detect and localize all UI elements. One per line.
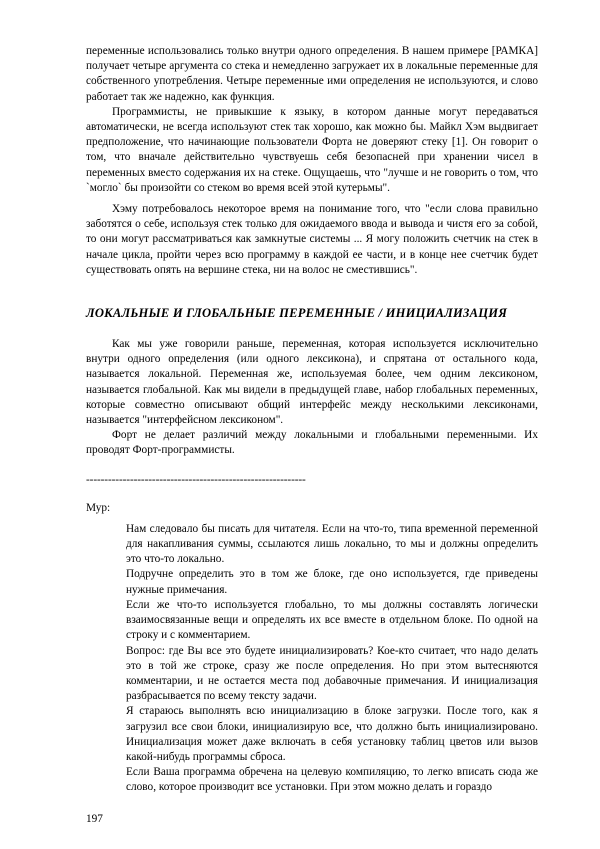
quote-paragraph-1: Нам следовало бы писать для читателя. Если на что-то, типа временной переменной для накапливания суммы, ссылаются лишь локально, то мы и должны определить это что-то локально. — [126, 522, 538, 566]
spacer — [86, 487, 538, 501]
speaker-label: Мур: — [86, 501, 111, 514]
page-number: 197 — [86, 813, 103, 825]
body-paragraph-2: Программисты, не привыкшие к языку, в котором данные могут передаваться автоматически, не всегда используют стек так хорошо, как можно бы. Майкл Хэм выдвигает предположение, что начинающие пользователи Форта не доверяют стеку [1]. Он говорит о том, что вначале действительно чувствуешь себя безопасней при хранении чисел в переменных вместо содержания их на стеке. Ощущаешь, что "лучше и не говорить о том, что `могло` бы произойти со стеком во время всей этой кутерьмы". — [86, 105, 538, 194]
horizontal-rule-dashes: ------------------------------------------------------------ — [86, 473, 306, 486]
section-paragraph-1: Как мы уже говорили раньше, переменная, которая используется исключительно внутри одного определения (или одного лексикона), и спрятана от остального кода, называется локальной. Переменная же, используемая более, чем одним лексиконом, называется глобальной. Как мы видели в предыдущей главе, набор глобальных переменных, которые совместно описывают общий интерфейс между несколькими лексиконами, называется "интерфейсном лексиконом". — [86, 338, 538, 427]
quote-paragraph-6: Если Ваша программа обречена на целевую компиляцию, то легко вписать сюда же слово, которое производит все установки. При этом можно делать и гораздо — [126, 766, 538, 794]
quote-paragraph-2: Подручне определить это в том же блоке, где оно используется, где приведены нужные примечания. — [126, 568, 538, 596]
spacer — [86, 323, 538, 337]
spacer — [86, 278, 538, 304]
quote-paragraph-5: Я стараюсь выполнять всю инициализацию в блоке загрузки. После того, как я загрузил все свои блоки, инициализирую все, что должно быть инициализировано. Инициализация может даже включать в себя установку таблиц цветов или вызов какой-нибудь программы сброса. — [126, 705, 538, 763]
body-paragraph-1: переменные использовались только внутри одного определения. В нашем примере [РАМКА] получает четыре аргумента со стека и немедленно загружает их в локальные переменные для собственного употребления. Четыре переменные ими определения не используются, и слово работает так же надежно, как функция. — [86, 45, 538, 103]
section-heading: ЛОКАЛЬНЫЕ И ГЛОБАЛЬНЫЕ ПЕРЕМЕННЫЕ / ИНИЦИАЛИЗАЦИЯ — [86, 306, 508, 321]
quote-paragraph-3: Если же что-то используется глобально, то мы должны составлять логически взаимосвязанные вещи и определять их все вместе в отдельном блоке. По одной на строку и с комментарием. — [126, 598, 538, 642]
section-paragraph-2: Форт не делает различий между локальными и глобальными переменными. Их проводят Форт-программисты. — [86, 429, 538, 457]
quote-paragraph-4: Вопрос: где Вы все это будете инициализировать? Кое-кто считает, что надо делать это в той же строке, сразу же после определения. Но при этом вытесняются комментарии, и не остается места под добавочные примечания. И инициализация разбрасывается по всему тексту задачи. — [126, 644, 538, 703]
spacer — [86, 459, 538, 473]
quote-block — [126, 522, 538, 796]
body-paragraph-3: Хэму потребовалось некоторое время на понимание того, что "если слова правильно заботятся о себе, используя стек только для ожидаемого ввода и вывода и чистя его за собой, то они могут рассматриваться как замкнутые системы ... Я могу положить счетчик на стек в начале цикла, пройти через всю программу в каждой ее части, и в конце нее счетчик будет существовать опять на вершине стека, ни на волос не сместившись". — [86, 203, 538, 276]
